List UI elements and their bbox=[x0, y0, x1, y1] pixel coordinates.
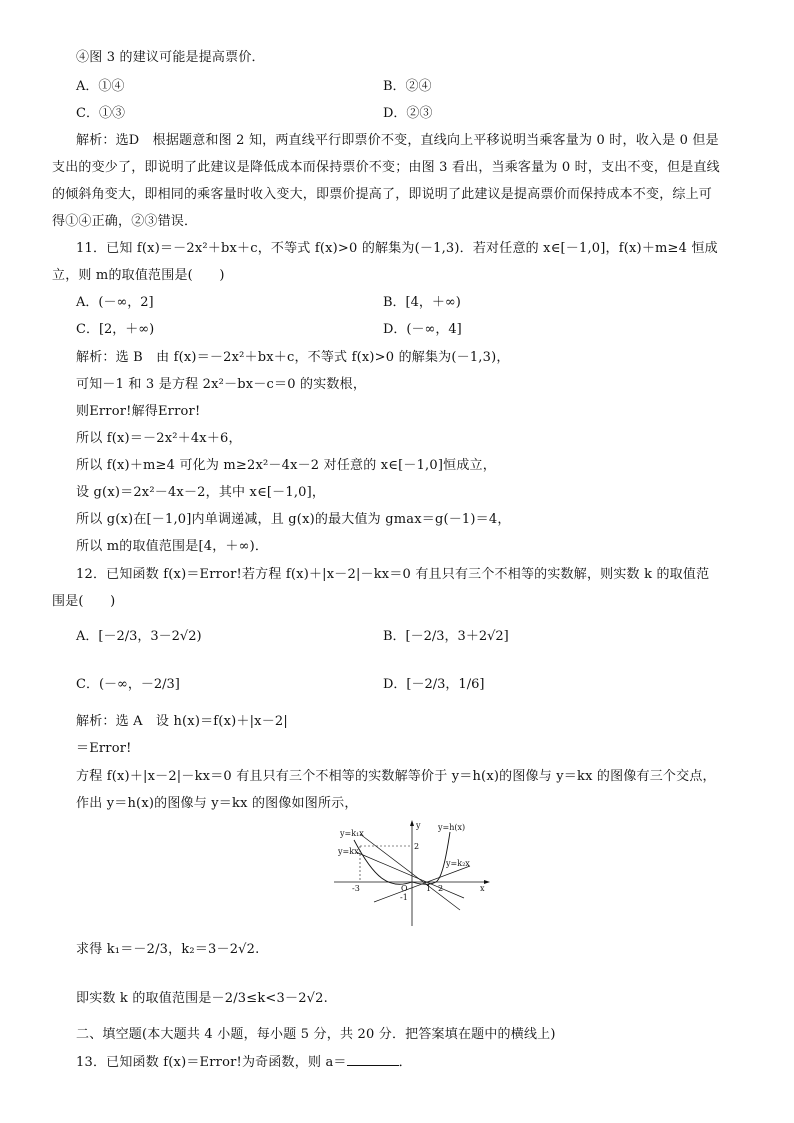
q11-solution-line: 设 g(x)＝2x²－4x－2，其中 x∈[－1,0]， bbox=[76, 485, 326, 500]
q11-solution-line: 所以 g(x)在[－1,0]内单调递减，且 g(x)的最大值为 gmax＝g(－1)＝4， bbox=[76, 512, 511, 527]
q11-option-b: B．[4，＋∞) bbox=[383, 295, 461, 310]
q10-solution-line: 支出的变少了，即说明了此建议是降低成本而保持票价不变；由图 3 看出，当乘客量为 0 时，支出不变，但是直线 bbox=[52, 160, 720, 175]
x-axis-arrow bbox=[484, 880, 490, 884]
q12-option-c: C．(－∞，－2/3] bbox=[76, 677, 180, 692]
q11-solution-line: 可知－1 和 3 是方程 2x²－bx－c＝0 的实数根， bbox=[76, 377, 367, 392]
q12-option-b: B．[－2/3，3＋2√2] bbox=[383, 629, 509, 644]
answer-blank[interactable] bbox=[347, 1053, 399, 1066]
q12-stem: 围是( ) bbox=[52, 594, 116, 609]
label-h: y=h(x) bbox=[438, 823, 466, 832]
y-axis-arrow bbox=[410, 820, 414, 826]
q11-solution-line: 则Error!解得Error! bbox=[76, 404, 201, 419]
q11-stem: 11．已知 f(x)＝－2x²＋bx＋c，不等式 f(x)>0 的解集为(－1,3)．若对任意的 x∈[－1,0]，f(x)＋m≥4 恒成 bbox=[76, 241, 718, 256]
q10-option-d: D．②③ bbox=[383, 106, 433, 121]
q12-solution-line: 方程 f(x)＋|x－2|－kx＝0 有且只有三个不相等的实数解等价于 y＝h(x)的图像与 y＝kx 的图像有三个交点， bbox=[76, 769, 716, 784]
q11-option-a: A．(－∞，2] bbox=[76, 295, 154, 310]
section-title: 二、填空题(本大题共 4 小题，每小题 5 分，共 20 分．把答案填在题中的横线上) bbox=[76, 1027, 556, 1042]
q11-option-d: D．(－∞，4] bbox=[383, 322, 462, 337]
q12-solution-line: 作出 y＝h(x)的图像与 y＝kx 的图像如图所示， bbox=[76, 796, 358, 811]
q12-solution-line: ＝Error! bbox=[76, 741, 132, 756]
q12-solution-line: 解析：选 A 设 h(x)＝f(x)＋|x－2| bbox=[76, 714, 288, 729]
q11-solution-line: 所以 f(x)＝－2x²＋4x＋6， bbox=[76, 431, 242, 446]
axis-label-x: x bbox=[480, 884, 485, 893]
statement-4: ④图 3 的建议可能是提高票价． bbox=[76, 50, 265, 65]
q11-solution-line: 所以 f(x)＋m≥4 可化为 m≥2x²－4x－2 对任意的 x∈[－1,0]恒成立， bbox=[76, 458, 496, 473]
q11-stem: 立，则 m的取值范围是( ) bbox=[52, 268, 225, 283]
q11-solution-line: 解析：选 B 由 f(x)＝－2x²＋bx＋c，不等式 f(x)>0 的解集为(－1,3)， bbox=[76, 350, 510, 365]
tick-label-y2: 2 bbox=[414, 842, 420, 851]
q10-option-c: C．①③ bbox=[76, 106, 125, 121]
q10-solution-line: 解析：选D 根据题意和图 2 知，两直线平行即票价不变，直线向上平移说明当乘客量为 0 时，收入是 0 但是 bbox=[76, 133, 719, 148]
q12-option-a: A．[－2/3，3－2√2) bbox=[76, 629, 202, 644]
line-k2x bbox=[374, 866, 470, 902]
function-graph-figure bbox=[334, 818, 490, 926]
label-kx: y=kx bbox=[338, 847, 359, 856]
q13-stem-text: 13．已知函数 f(x)＝Error!为奇函数，则 a＝ bbox=[76, 1055, 347, 1070]
q10-option-b: B．②④ bbox=[383, 79, 432, 94]
tick-label-x2: 2 bbox=[438, 884, 444, 893]
q10-solution-line: 得①④正确，②③错误． bbox=[52, 214, 198, 229]
q10-option-a: A．①④ bbox=[76, 79, 125, 94]
q12-stem: 12．已知函数 f(x)＝Error!若方程 f(x)＋|x－2|－kx＝0 有且只有三个不相等的实数解，则实数 k 的取值范 bbox=[76, 567, 710, 582]
tick-label-y-1: -1 bbox=[400, 893, 408, 902]
q11-option-c: C．[2，＋∞) bbox=[76, 322, 155, 337]
h-curve-left bbox=[354, 840, 412, 884]
q13-stem bbox=[76, 1053, 412, 1072]
q11-solution-line: 所以 m的取值范围是[4，＋∞)． bbox=[76, 539, 269, 554]
h-curve-right bbox=[412, 832, 450, 884]
q12-result-k: 求得 k₁＝－2/3，k₂＝3－2√2. bbox=[76, 942, 260, 957]
q10-solution-line: 的倾斜角变大，即相同的乘客量时收入变大，即票价提高了，即说明了此建议是提高票价而保持成本不变，综上可 bbox=[52, 187, 713, 202]
tick-label-x-3: -3 bbox=[352, 884, 360, 893]
q13-stem-end: ． bbox=[398, 1055, 412, 1070]
label-k2: y=k₂x bbox=[446, 859, 470, 868]
axis-label-y: y bbox=[416, 821, 421, 830]
label-k1: y=k₁x bbox=[340, 829, 364, 838]
tick-label-x1: 1 bbox=[426, 884, 432, 893]
q12-result-range: 即实数 k 的取值范围是－2/3≤k<3－2√2. bbox=[76, 991, 328, 1006]
q12-option-d: D．[－2/3，1/6] bbox=[383, 677, 485, 692]
origin-label: O bbox=[401, 884, 408, 893]
